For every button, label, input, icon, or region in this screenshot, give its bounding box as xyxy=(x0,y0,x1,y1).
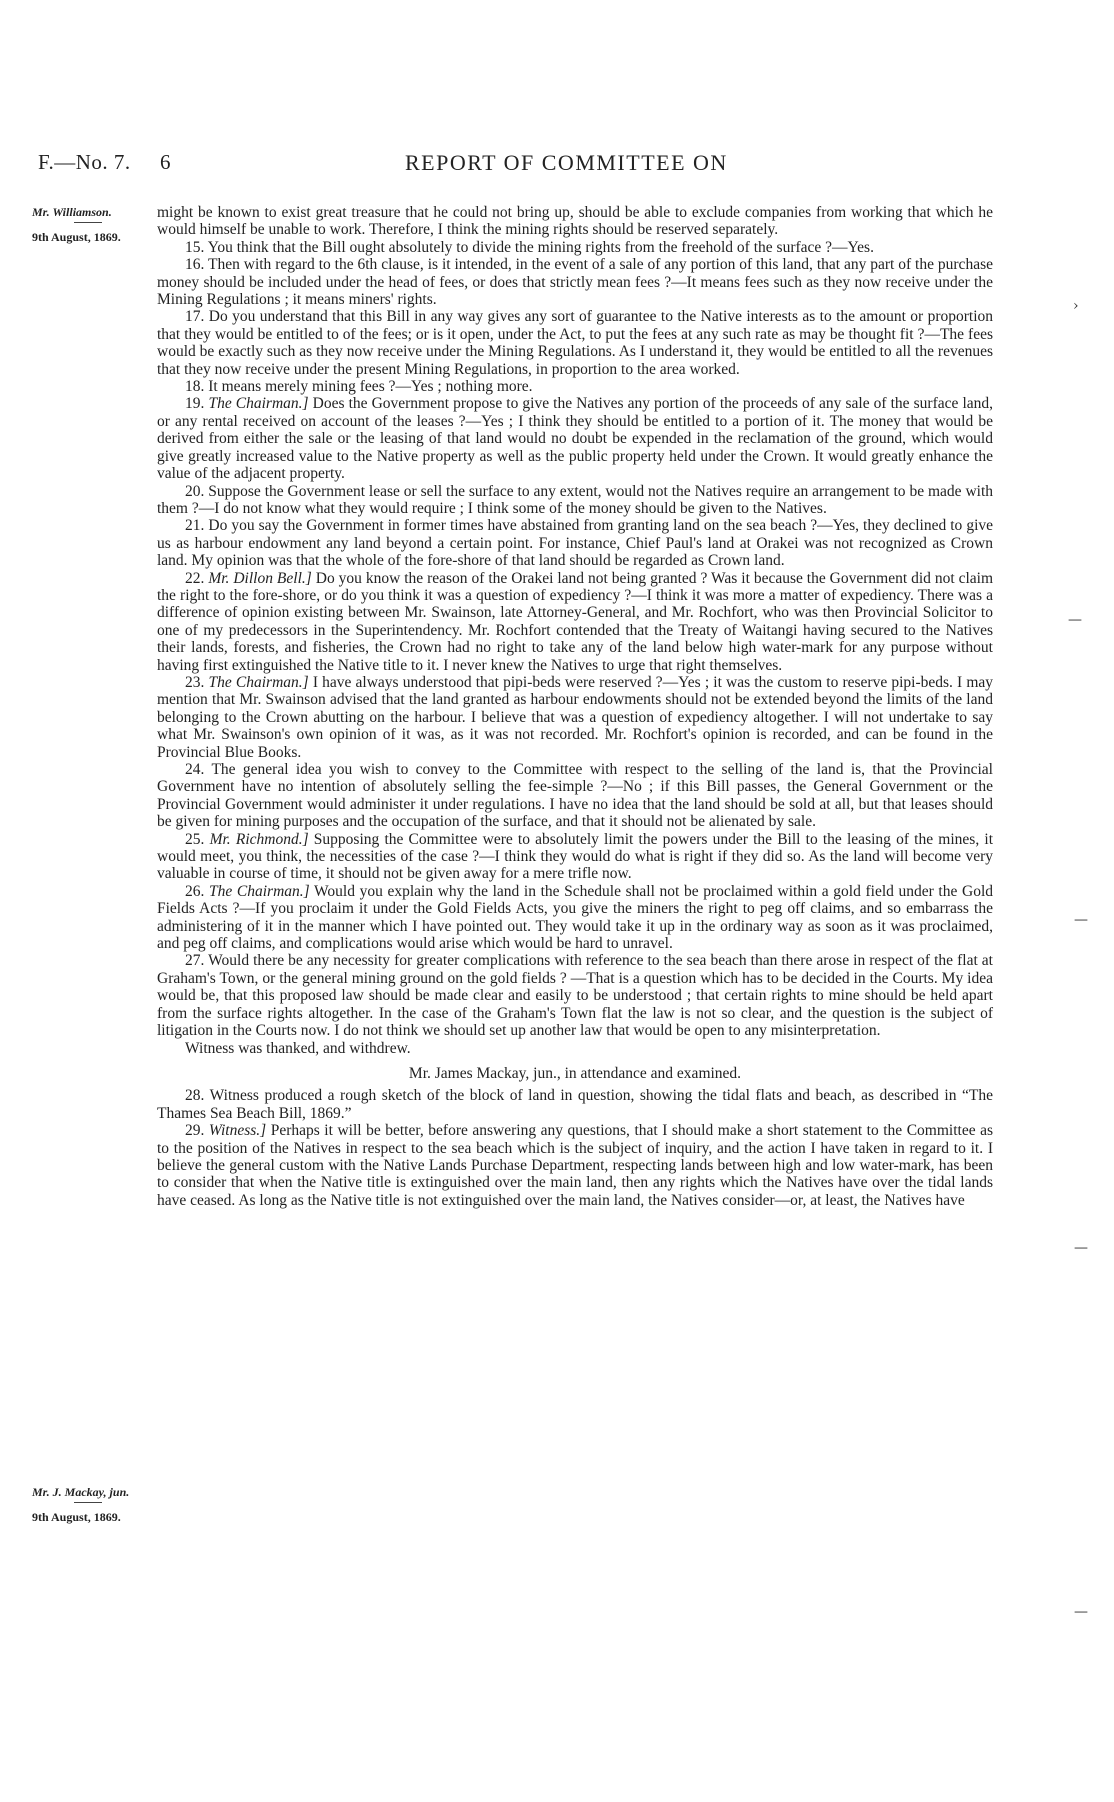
paragraph-text: might be known to exist great treasure that he could not bring up, should be able to exclude companies from working that which he would himself be unable to work. Therefore, I think the mining rights should be reserved separately. xyxy=(157,204,993,239)
question-number: 22. xyxy=(185,569,205,587)
question-number: 16. xyxy=(185,256,205,274)
question-number: 25. xyxy=(185,830,205,848)
paragraph xyxy=(157,239,993,256)
paragraph-text: Do you know the reason of the Orakei land not being granted ? Was it because the Government did not claim the right to the fore-shore, or do you think it was a question of expediency ?—I think it was more a matter of expediency. There was a difference of opinion existing between Mr. Swainson, late Attorney-General, and Mr. Rochfort, who was then Provincial Solicitor to one of my predecessors in the Superintendency. Mr. Rochfort contended that the Treaty of Waitangi having secured to the Natives their lands, forests, and fisheries, the Crown had no right to take any of the land below high water-mark for any purpose without having first extinguished the Native title to it. I never knew the Natives to urge that right themselves. xyxy=(157,569,994,674)
paragraph-text: Perhaps it will be better, before answering any questions, that I should make a short statement to the Committee as to the position of the Natives in respect to the sea beach which is the subject of inquiry, and the action I have taken in regard to it. I believe the general custom with the Native Lands Purchase Department, respecting lands between high and low water-mark, has been to consider that when the Native title is extinguished over the main land, then any rights which the Natives have over the tidal lands have ceased. As long as the Native title is not extinguished over the main land, the Natives consider—or, at least, the Natives have xyxy=(157,1122,994,1209)
margin-date: 9th August, 1869. xyxy=(32,1510,121,1524)
paragraph-text: It means merely mining fees ?—Yes ; nothing more. xyxy=(208,378,533,396)
margin-mark: — xyxy=(1074,912,1088,928)
question-number: 21. xyxy=(185,517,205,535)
paragraph-text: I have always understood that pipi-beds were reserved ?—Yes ; it was the custom to reserve pipi-beds. I may mention that Mr. Swainson advised that the land granted as harbour endowments should not be extended beyond the limits of the land belonging to the Crown abutting on the harbour. I believe that was a question of expediency altogether. I will not undertake to say what Mr. Swainson's own opinion of it was, as it was not recorded. Mr. Rochfort's opinion is recorded, and can be found in the Provincial Blue Books. xyxy=(157,673,994,761)
paragraph xyxy=(157,483,993,518)
question-number: 19. xyxy=(185,395,205,413)
paragraph xyxy=(157,204,993,239)
paper-reference: F.—No. 7. xyxy=(38,150,131,174)
paragraph-text: Witness produced a rough sketch of the block of land in question, showing the tidal flats and beach, as described in “The Thames Sea Beach Bill, 1869.” xyxy=(157,1087,993,1122)
speaker: Witness.] xyxy=(208,1122,267,1140)
margin-rule xyxy=(74,1502,102,1503)
question-number: 20. xyxy=(185,482,205,500)
question-number: 17. xyxy=(185,308,205,326)
paragraph xyxy=(157,378,993,395)
margin-mark: — xyxy=(1074,1604,1088,1620)
margin-date: 9th August, 1869. xyxy=(32,230,121,244)
paragraph-text: Then with regard to the 6th clause, is it intended, in the event of a sale of any portion of this land, that any part of the purchase money should be included under the head of fees, or does that strictly mean fees ?—It means fees such as they now receive under the Mining Regulations ; it means miners' rights. xyxy=(157,256,993,309)
speaker: Mr. Richmond.] xyxy=(209,830,309,848)
paragraph xyxy=(157,831,993,883)
paragraph-text: Would there be any necessity for greater complications with reference to the sea beach than there arose in respect of the flat at Graham's Town, or the general mining ground on the gold fields ? —That is a question which has to be decided in the Courts. My idea would be, that this proposed law should be made clear and easily to be understood ; that certain rights to mine should be held apart from the surface rights altogether. In the case of the Graham's Town flat the law is not so clear, and the question is the subject of litigation in the Courts now. I do not think we should set up another law that would be open to any misinterpretation. xyxy=(157,952,993,1040)
question-number: 24. xyxy=(185,761,205,778)
speaker: The Chairman.] xyxy=(208,673,309,691)
margin-mark: — xyxy=(1068,612,1082,628)
paragraph xyxy=(157,308,993,378)
paragraph xyxy=(157,761,993,831)
question-number: 29. xyxy=(185,1122,205,1140)
question-number: 18. xyxy=(185,378,205,396)
question-number: 26. xyxy=(185,882,205,900)
paragraph xyxy=(157,570,993,674)
paragraph-text: Witness was thanked, and withdrew. xyxy=(185,1039,411,1057)
paragraph-text: Would you explain why the land in the Schedule shall not be proclaimed within a gold field under the Gold Fields Acts ?—If you proclaim it under the Gold Fields Acts, you give the miners the right to peg off claims, and so embarrass the administering of it in the manner which I have pointed out. They would take it up in the ordinary way as soon as it was proclaimed, and peg off claims, and complications would arise which would be hard to unravel. xyxy=(157,882,993,953)
speaker: Mr. Dillon Bell.] xyxy=(208,569,312,587)
question-number: 23. xyxy=(185,673,205,691)
margin-witness-name: Mr. Williamson. xyxy=(32,205,112,219)
margin-note-witness-1 xyxy=(32,204,147,245)
paragraph xyxy=(157,1122,993,1209)
margin-rule xyxy=(74,222,102,223)
paragraph-text: Does the Government propose to give the Natives any portion of the proceeds of any sale of the surface land, or any rental received on account of the leases ?—Yes ; I think they should be entitled to a portion of it. The money that would be derived from either the sale or the leasing of that land would no doubt be expended in the reclamation of the ground, which would give greatly increased value to the Native property as well as the public property held under the Crown. It would greatly enhance the value of the adjacent property. xyxy=(157,395,994,483)
paragraph xyxy=(157,1040,993,1057)
paragraph xyxy=(157,256,993,308)
running-title: REPORT OF COMMITTEE ON xyxy=(405,150,728,175)
section-heading: Mr. James Mackay, jun., in attendance and examined. xyxy=(408,1064,742,1082)
speaker: The Chairman.] xyxy=(209,882,310,900)
page-number: 6 xyxy=(160,150,171,174)
question-number: 27. xyxy=(185,952,205,970)
paragraph-text: Do you say the Government in former times have abstained from granting land on the sea beach ?—Yes, they declined to give us as harbour endowment any land beyond a certain point. For instance, Chief Paul's land at Orakei was not recognized as Crown land. My opinion was that the whole of the fore-shore of that land should be regarded as Crown land. xyxy=(157,517,993,570)
paragraph xyxy=(157,674,993,761)
margin-mark: — xyxy=(1074,1240,1088,1256)
body-text xyxy=(157,204,993,1209)
speaker: The Chairman.] xyxy=(208,395,309,413)
margin-note-witness-2 xyxy=(32,1484,147,1525)
paragraph xyxy=(157,883,993,953)
paragraph xyxy=(157,952,993,1039)
paragraph xyxy=(157,395,993,482)
paragraph-text: The general idea you wish to convey to the Committee with respect to the selling of the land is, that the Provincial Government have no intention of absolutely selling the fee-simple ?—No ; if this Bill passes, the General Government or the Provincial Government would administer it under regulations. I have no idea that the land should be sold at all, but that leases should be given for mining purposes and the occupation of the surface, and that it should not be alienated by sale. xyxy=(157,761,993,831)
paragraph-text: Do you understand that this Bill in any way gives any sort of guarantee to the Native interests as to the amount or proportion that they would be entitled to of the fees; or is it open, under the Act, to put the fees at any such rate as may be thought fit ?—The fees would be exactly such as they now receive under the Mining Regulations. As I understand it, they would be entitled to all the revenues that they now receive under the present Mining Regulations, in proportion to the area worked. xyxy=(157,308,994,378)
paragraph xyxy=(157,1087,993,1122)
paragraph-text: You think that the Bill ought absolutely to divide the mining rights from the freehold of the surface ?—Yes. xyxy=(207,238,874,256)
margin-witness-name: Mr. J. Mackay, jun. xyxy=(32,1485,130,1499)
margin-mark: › xyxy=(1073,298,1079,314)
paragraph-text: Supposing the Committee were to absolutely limit the powers under the Bill to the leasing of the mines, it would meet, you think, the necessities of the case ?—I think they would do what is right if they did so. As the land will become very valuable in course of time, it should not be given away for a mere trifle now. xyxy=(157,830,994,883)
question-number: 28. xyxy=(185,1087,205,1105)
paragraph xyxy=(157,517,993,569)
question-number: 15. xyxy=(185,238,205,256)
paragraph-text: Suppose the Government lease or sell the surface to any extent, would not the Natives require an arrangement to be made with them ?—I do not know what they would require ; I think some of the money should be given to the Natives. xyxy=(157,482,994,517)
